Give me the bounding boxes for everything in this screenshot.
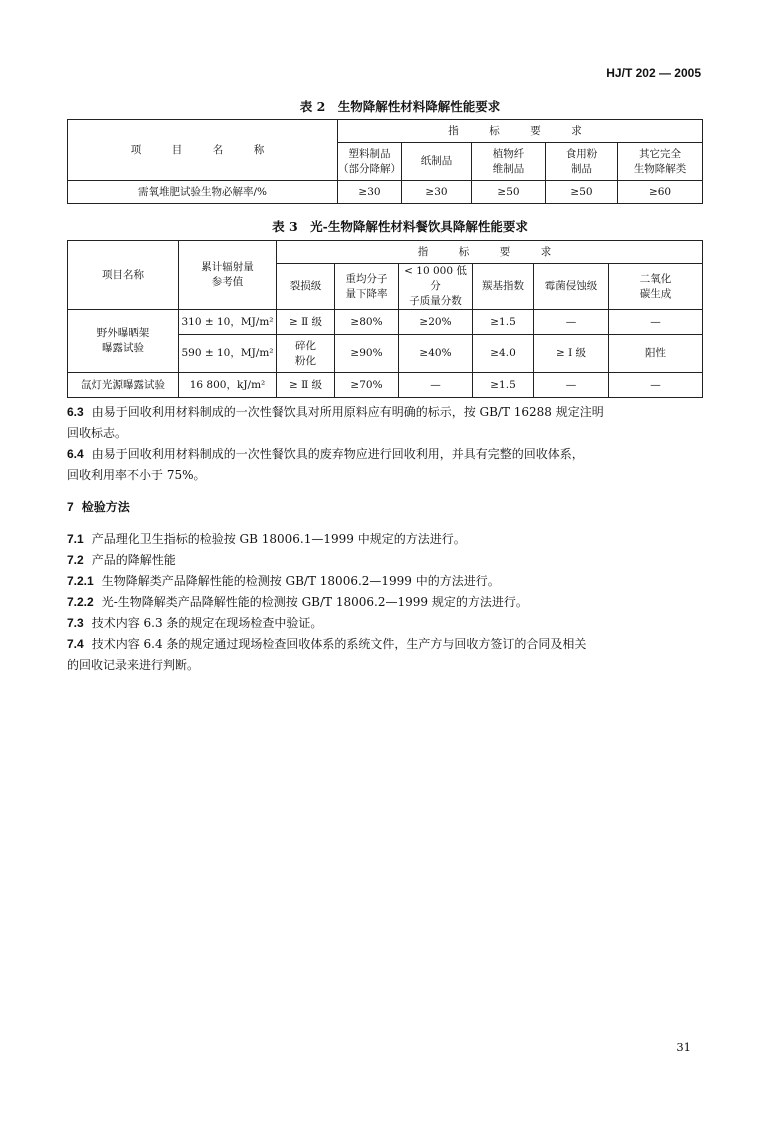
table2 (67, 119, 703, 204)
table3-cell: — (609, 310, 703, 335)
table3-col-header: 羰基指数 (473, 264, 534, 310)
table2-cell: ≥60 (618, 181, 703, 204)
clause-number: 7.1 (67, 532, 84, 546)
table3-col-header: 霉菌侵蚀级 (534, 264, 609, 310)
table3-cell: — (534, 373, 609, 398)
section-title: 检验方法 (81, 500, 130, 514)
table2-cell: ≥30 (402, 181, 472, 204)
table2-col-header: 植物纤 维制品 (472, 143, 546, 181)
document-code: HJ/T 202 — 2005 (606, 66, 701, 80)
clause-text: 光-生物降解类产品降解性能的检测按 GB/T 18006.2—1999 规定的方法进行。 (101, 595, 528, 609)
table3-cell: — (534, 310, 609, 335)
clause-number: 6.3 (67, 405, 84, 419)
table3-cell: — (609, 373, 703, 398)
table3-col-header: 裂损级 (277, 264, 335, 310)
table2-header-item: 项 目 名 称 (68, 120, 338, 181)
table3-cell: 310 ± 10，MJ/m² (179, 310, 277, 335)
clause-text: 由易于回收利用材料制成的一次性餐饮具的废弃物应进行回收利用，并具有完整的回收体系， (91, 447, 584, 461)
table3-col-header: < 10 000 低分 子质量分数 (399, 264, 473, 310)
table3-cell: ≥40% (399, 335, 473, 373)
table2-col-header: 纸制品 (402, 143, 472, 181)
table3-cell: ≥20% (399, 310, 473, 335)
clause-text: 产品理化卫生指标的检验按 GB 18006.1—1999 中规定的方法进行。 (91, 532, 466, 546)
table3-header-item: 项目名称 (68, 241, 179, 310)
clause-text: 产品的降解性能 (91, 553, 176, 567)
table3-cell: ≥4.0 (473, 335, 534, 373)
clause-text: 生物降解类产品降解性能的检测按 GB/T 18006.2—1999 中的方法进行。 (101, 574, 500, 588)
table2-col-header: 塑料制品 （部分降解） (338, 143, 402, 181)
table2-col-header: 食用粉 制品 (546, 143, 618, 181)
table2-group-header: 指 标 要 求 (338, 120, 703, 143)
table3-cell: — (399, 373, 473, 398)
table3-cell: ≥ Ⅱ 级 (277, 310, 335, 335)
table3-row-label-outdoor: 野外曝晒架 曝露试验 (68, 310, 179, 373)
table3-cell: ≥80% (335, 310, 399, 335)
clause-text: 回收标志。 (67, 426, 128, 440)
table2-col-header: 其它完全 生物降解类 (618, 143, 703, 181)
page-number: 31 (676, 1040, 691, 1054)
table3-col-header: 二氧化 碳生成 (609, 264, 703, 310)
table3-cell: ≥1.5 (473, 373, 534, 398)
clause-number: 7.2.2 (67, 595, 94, 609)
table3-row-label-xenon: 氙灯光源曝露试验 (68, 373, 179, 398)
clause-list (67, 529, 707, 676)
table3-cell: ≥ Ⅰ 级 (534, 335, 609, 373)
section-number: 7 (67, 500, 74, 514)
table3-cell: 16 800，kJ/m² (179, 373, 277, 398)
clause-text: 回收利用率不小于 75%。 (67, 468, 206, 482)
table3-cell: ≥1.5 (473, 310, 534, 335)
clause-text: 技术内容 6.4 条的规定通过现场检查回收体系的系统文件，生产方与回收方签订的合同及相关 (91, 637, 587, 651)
clause-text: 的回收记录来进行判断。 (67, 658, 200, 672)
table2-cell: ≥50 (546, 181, 618, 204)
table3-header-dose: 累计辐射量 参考值 (179, 241, 277, 310)
table3-col-header: 重均分子 量下降率 (335, 264, 399, 310)
clause-text: 由易于回收利用材料制成的一次性餐饮具对所用原料应有明确的标示，按 GB/T 16288 规定注明 (91, 405, 604, 419)
table3-caption: 表 3 光-生物降解性材料餐饮具降解性能要求 (272, 219, 528, 234)
table3-group-header: 指 标 要 求 (277, 241, 703, 264)
table3-cell: 阳性 (609, 335, 703, 373)
table3-cell: 碎化粉化 (277, 335, 335, 373)
table2-cell: ≥30 (338, 181, 402, 204)
table2-caption: 表 2 生物降解性材料降解性能要求 (299, 99, 501, 114)
table3-cell: ≥70% (335, 373, 399, 398)
clause-number: 7.4 (67, 637, 84, 651)
clause-number: 6.4 (67, 447, 84, 461)
table3-cell: 590 ± 10，MJ/m² (179, 335, 277, 373)
table3 (67, 240, 703, 398)
clause-6-4 (67, 444, 707, 486)
clause-6-3 (67, 402, 707, 444)
clause-number: 7.2.1 (67, 574, 94, 588)
table2-row-label: 需氧堆肥试验生物必解率/% (68, 181, 338, 204)
section-heading (67, 497, 707, 518)
table3-cell: ≥90% (335, 335, 399, 373)
table2-cell: ≥50 (472, 181, 546, 204)
table3-cell: ≥ Ⅱ 级 (277, 373, 335, 398)
clause-number: 7.3 (67, 616, 84, 630)
clause-text: 技术内容 6.3 条的规定在现场检查中验证。 (91, 616, 323, 630)
clause-number: 7.2 (67, 553, 84, 567)
